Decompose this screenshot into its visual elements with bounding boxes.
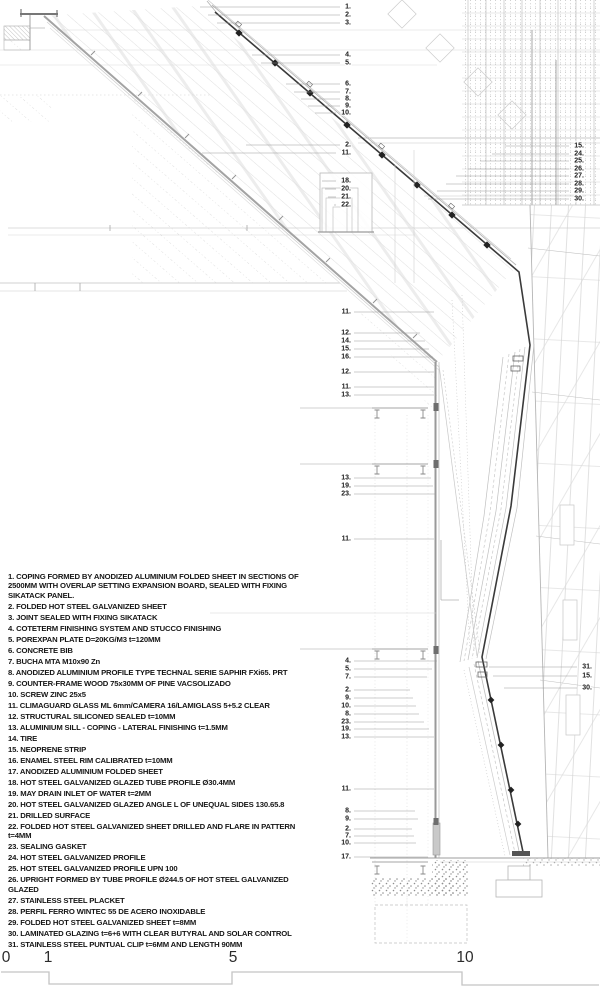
legend-item-4: 4. COTETERM FINISHING SYSTEM AND STUCCO FINISHING: [8, 623, 222, 633]
legend-item-6: 6. CONCRETE BIB: [8, 645, 73, 655]
legend-item-26: 26. UPRIGHT FORMED BY TUBE PROFILE Ø244.5 OF HOT STEEL GALVANIZED GLAZED: [8, 875, 289, 894]
callout-number-left-4: 5.: [345, 59, 351, 67]
callout-number-right_upper-6: 29.: [574, 187, 584, 195]
callout-number-left-20: 16.: [341, 353, 351, 361]
callout-number-left-19: 15.: [341, 345, 351, 353]
callout-number-right_lower-2: 30.: [582, 684, 592, 692]
callout-number-left-1: 2.: [345, 11, 351, 19]
callout-number-left-21: 12.: [341, 368, 351, 376]
callout-number-left-35: 23.: [341, 718, 351, 726]
legend-item-23: 23. SEALING GASKET: [8, 842, 87, 852]
scale-label-1: 1: [43, 949, 53, 966]
lower-right-structure: [528, 205, 600, 858]
callout-number-left-39: 8.: [345, 807, 351, 815]
legend-item-16: 16. ENAMEL STEEL RIM CALIBRATED t=10MM: [8, 755, 173, 765]
callout-number-right_upper-7: 30.: [574, 195, 584, 203]
legend-item-31: 31. STAINLESS STEEL PUNTUAL CLIP t=6MM AND LENGTH 90MM: [8, 939, 243, 949]
callout-number-left-16: 11.: [341, 308, 351, 316]
callout-number-left-5: 6.: [345, 80, 351, 88]
callout-number-left-13: 20.: [341, 185, 351, 193]
legend-item-12: 12. STRUCTURAL SILICONED SEALED t=10MM: [8, 711, 176, 721]
callout-number-left-11: 11.: [341, 149, 351, 157]
callout-number-left-40: 9.: [345, 815, 351, 823]
callout-number-left-38: 11.: [341, 785, 351, 793]
legend-item-15: 15. NEOPRENE STRIP: [8, 744, 87, 754]
callout-number-left-28: 4.: [345, 657, 351, 665]
callout-number-left-9: 10.: [341, 109, 351, 117]
callout-number-left-7: 8.: [345, 95, 351, 103]
legend-item-14: 14. TIRE: [8, 733, 38, 743]
callout-number-left-12: 18.: [341, 177, 351, 185]
callout-number-left-37: 13.: [341, 733, 351, 741]
legend-item-8: 8. ANODIZED ALUMINIUM PROFILE TYPE TECHNAL SERIE SAPHIR FXi65. PRT: [8, 667, 288, 677]
roof-buildup-hatch: [42, 3, 515, 362]
callout-number-left-26: 23.: [341, 490, 351, 498]
callout-number-left-15: 22.: [341, 201, 351, 209]
callout-number-left-17: 12.: [341, 329, 351, 337]
callout-number-left-43: 10.: [341, 839, 351, 847]
callout-number-left-0: 1.: [345, 3, 351, 11]
callout-number-left-8: 9.: [345, 102, 351, 110]
legend-item-2: 2. FOLDED HOT STEEL GALVANIZED SHEET: [8, 601, 167, 611]
legend-item-7: 7. BUCHA MTA M10x90 Zn: [8, 656, 101, 666]
callout-number-right_lower-0: 31.: [582, 663, 592, 671]
legend-item-19: 19. MAY DRAIN INLET OF WATER t=2MM: [8, 788, 152, 798]
legend-item-25: 25. HOT STEEL GALVANIZED PROFILE UPN 100: [8, 864, 178, 874]
callout-number-left-30: 7.: [345, 673, 351, 681]
callout-number-left-27: 11.: [341, 535, 351, 543]
clip-brackets: [476, 356, 523, 677]
legend-item-30: 30. LAMINATED GLAZING t=6+6 WITH CLEAR BUTYRAL AND SOLAR CONTROL: [8, 928, 292, 938]
legend-item-27: 27. STAINLESS STEEL PLACKET: [8, 895, 125, 905]
callout-number-left-6: 7.: [345, 88, 351, 96]
callout-number-left-3: 4.: [345, 51, 351, 59]
scale-label-10: 10: [456, 949, 474, 966]
callout-number-right_upper-4: 27.: [574, 172, 584, 180]
scale-labels: [2, 949, 474, 966]
legend-item-29: 29. FOLDED HOT STEEL GALVANIZED SHEET t=8MM: [8, 917, 197, 927]
legend-item-3: 3. JOINT SEALED WITH FIXING SIKATACK: [8, 612, 158, 622]
legend-item-11: 11. CLIMAGUARD GLASS ML 6mm/CAMERA 16/LAMIGLASS 5+5.2 CLEAR: [8, 700, 270, 710]
callout-number-left-24: 13.: [341, 474, 351, 482]
callout-number-left-10: 2.: [345, 141, 351, 149]
callout-number-right_upper-5: 28.: [574, 180, 584, 188]
callout-number-left-23: 13.: [341, 391, 351, 399]
scale-bar: [1, 972, 599, 985]
legend-item-18: 18. HOT STEEL GALVANIZED GLAZED TUBE PROFILE Ø30.4MM: [8, 777, 236, 787]
callout-number-left-25: 19.: [341, 482, 351, 490]
callout-number-left-22: 11.: [341, 383, 351, 391]
callout-number-right_upper-1: 24.: [574, 150, 584, 158]
material-legend: [8, 572, 311, 951]
callout-number-left-18: 14.: [341, 337, 351, 345]
callout-number-left-32: 9.: [345, 694, 351, 702]
legend-item-9: 9. COUNTER-FRAME WOOD 75x30MM OF PINE VACSOLIZADO: [8, 678, 231, 688]
callout-number-left-14: 21.: [341, 193, 351, 201]
legend-item-28: 28. PERFIL FERRO WINTEC 55 DE ACERO INOXIDABLE: [8, 906, 206, 916]
scale-label-5: 5: [228, 949, 238, 966]
legend-item-24: 24. HOT STEEL GALVANIZED PROFILE: [8, 853, 146, 863]
legend-item-5: 5. POREXPAN PLATE D=20KG/M3 t=120MM: [8, 634, 161, 644]
callout-number-right_lower-1: 15.: [582, 672, 592, 680]
scale-label-0: 0: [1, 949, 11, 966]
parapet-detail: [4, 9, 58, 50]
callout-number-left-42: 7.: [345, 832, 351, 840]
callout-number-left-31: 2.: [345, 686, 351, 694]
legend-item-13: 13. ALUMINIUM SILL - COPING - LATERAL FINISHING t=1.5MM: [8, 722, 228, 732]
legend-item-1: 1. COPING FORMED BY ANODIZED ALUMINIUM FOLDED SHEET IN SECTIONS OF 2500MM WITH OVERLAP SETTING EXPANSION BOARD, SEALED WITH FIXING SIKATACK PANEL.: [8, 572, 299, 600]
callout-number-left-36: 19.: [341, 725, 351, 733]
callout-number-right_upper-3: 26.: [574, 165, 584, 173]
callout-number-left-41: 2.: [345, 825, 351, 833]
legend-item-10: 10. SCREW ZINC 25x5: [8, 689, 86, 699]
legend-item-22: 22. FOLDED HOT STEEL GALVANIZED SHEET DRILLED AND FLARE IN PATTERN t=4MM: [8, 821, 296, 841]
legend-item-17: 17. ANODIZED ALUMINIUM FOLDED SHEET: [8, 766, 163, 776]
callout-number-right_upper-0: 15.: [574, 142, 584, 150]
callout-number-left-34: 8.: [345, 710, 351, 718]
legend-item-21: 21. DRILLED SURFACE: [8, 810, 91, 820]
legend-item-20: 20. HOT STEEL GALVANIZED GLAZED ANGLE L OF UNEQUAL SIDES 130.65.8: [8, 799, 285, 809]
ground-and-foundation: [370, 851, 600, 943]
callout-number-left-44: 17.: [341, 853, 351, 861]
callout-number-left-2: 3.: [345, 19, 351, 27]
callout-number-right_upper-2: 25.: [574, 157, 584, 165]
callout-number-left-29: 5.: [345, 665, 351, 673]
callout-number-left-33: 10.: [341, 702, 351, 710]
